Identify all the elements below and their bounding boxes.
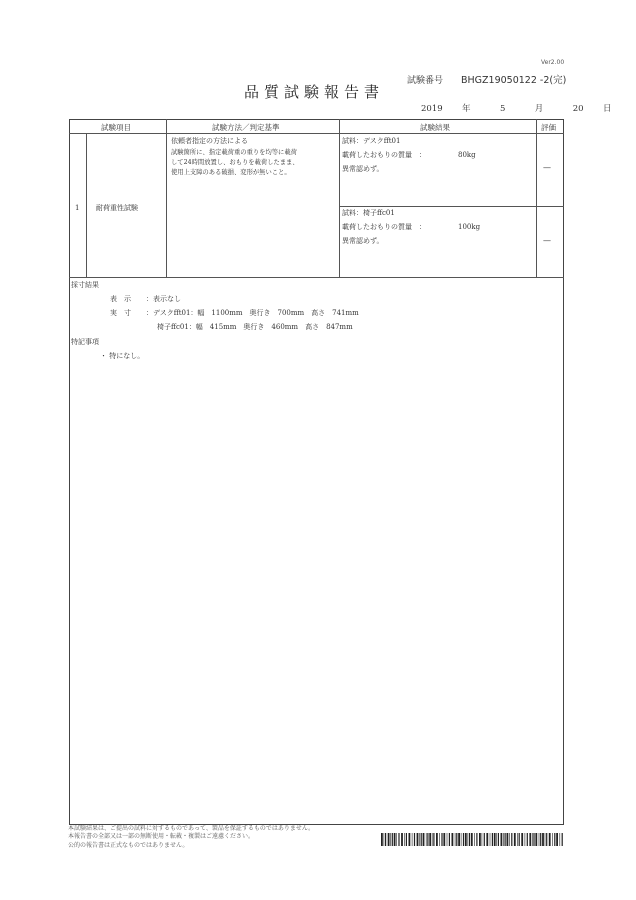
result-column-divider xyxy=(536,119,537,277)
test-number: BHGZ19050122 -2(完) xyxy=(461,75,567,86)
version-label: Ver2.00 xyxy=(541,59,565,66)
no-column-divider xyxy=(86,133,87,277)
result-2-sample: 試料：椅子ffc01 xyxy=(342,209,395,217)
method-line-2: して24時間放置し、おもりを載荷したまま、 xyxy=(171,159,299,166)
barcode xyxy=(381,833,563,846)
result-2-load-value: 100kg xyxy=(458,223,481,231)
table-header-divider xyxy=(69,133,564,134)
footer-line-3: 公的の報告書は正式なものではありません。 xyxy=(68,841,189,849)
display-value: ：表示なし xyxy=(146,295,181,303)
measurement-title: 採寸結果 xyxy=(71,281,99,289)
date-day-unit: 日 xyxy=(602,104,612,114)
remarks-title: 特記事項 xyxy=(71,338,99,346)
display-label: 表 示 xyxy=(110,295,131,303)
result-2-conclusion: 異常認めず。 xyxy=(342,237,384,245)
header-test-item: 試験項目 xyxy=(101,123,131,132)
result-2-load-label: 載荷したおもりの質量 ： xyxy=(342,223,426,231)
method-line-3: 使用上支障のある破損、変形が無いこと。 xyxy=(171,169,291,176)
date-month: 5 xyxy=(499,104,506,114)
date-month-unit: 月 xyxy=(534,104,544,114)
method-line-1: 試験箇所に、指定載荷重の重りを均等に載荷 xyxy=(171,149,297,156)
method-title: 依頼者指定の方法による xyxy=(171,137,248,145)
table-bottom-divider xyxy=(69,277,564,278)
item-column-divider xyxy=(166,119,167,277)
result-1-load-label: 載荷したおもりの質量 ： xyxy=(342,151,426,159)
row-test-item: 耐荷重性試験 xyxy=(96,204,138,212)
actual-size-chair: 椅子ffc01：幅 415mm 奥行き 460mm 高さ 847mm xyxy=(157,323,353,331)
result-1-conclusion: 異常認めず。 xyxy=(342,165,384,173)
date-year-unit: 年 xyxy=(462,104,471,114)
result-2-evaluation: — xyxy=(543,236,551,245)
result-row-divider xyxy=(339,206,564,207)
result-1-evaluation: — xyxy=(543,163,551,172)
test-number-label: 試験番号 xyxy=(407,76,444,86)
report-frame xyxy=(69,119,564,825)
result-1-sample: 試料：デスクfft01 xyxy=(342,137,401,145)
document-title: 品質試験報告書 xyxy=(244,83,385,101)
report-date xyxy=(421,102,611,114)
footer-line-1: 本試験結果は、ご提出の試料に対するものであって、製品を保証するものではありません。 xyxy=(68,825,315,832)
footer-notes xyxy=(68,825,368,850)
result-1-load-value: 80kg xyxy=(458,151,476,159)
method-column-divider xyxy=(339,119,340,277)
row-number: 1 xyxy=(75,204,80,212)
header-evaluation: 評価 xyxy=(541,123,556,132)
header-test-method: 試験方法／判定基準 xyxy=(212,123,280,132)
actual-size-label: 実 寸 xyxy=(110,309,131,317)
footer-line-2: 本報告書の全部又は一部の無断使用・転載・複製はご遠慮ください。 xyxy=(68,833,255,841)
remarks-item: ・ 特になし。 xyxy=(100,352,145,360)
header-test-result: 試験結果 xyxy=(420,123,450,132)
date-year: 2019 xyxy=(421,104,443,114)
date-day: 20 xyxy=(572,104,584,114)
actual-size-desk: ：デスクfft01：幅 1100mm 奥行き 700mm 高さ 741mm xyxy=(146,309,359,317)
